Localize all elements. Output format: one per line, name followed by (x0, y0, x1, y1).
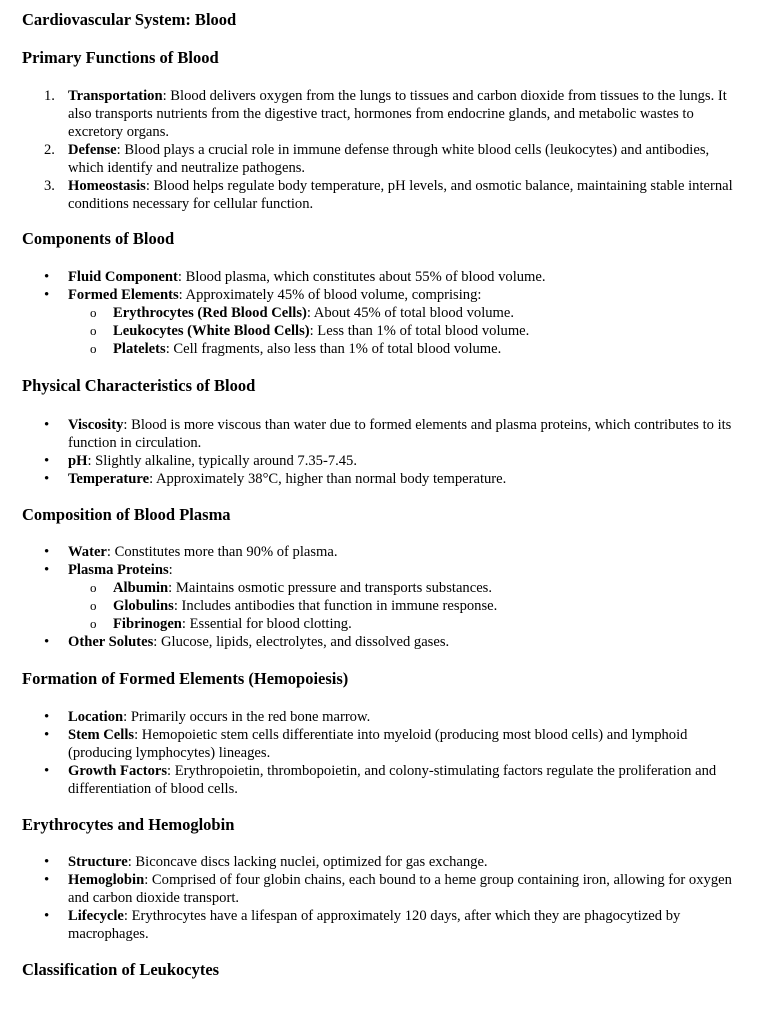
item-text: : Blood plays a crucial role in immune defense through white blood cells (leukocytes) and antibodies, which identify and neutralize pathogens. (68, 142, 710, 176)
list-item (22, 871, 746, 907)
item-term: Defense (68, 142, 117, 158)
circle-bullet-icon: o (90, 341, 97, 356)
item-text: : Blood delivers oxygen from the lungs to tissues and carbon dioxide from tissues to the lungs. It also transports nutrients from the digestive tract, hormones from endocrine glands, and metabolic wastes to excretory organs. (68, 88, 727, 140)
item-text: : (168, 562, 173, 578)
item-text: : Hemopoietic stem cells differentiate into myeloid (producing most blood cells) and lymphoid (producing lymphocytes) lineages. (68, 727, 688, 761)
list-item (22, 907, 746, 943)
plasma-list (22, 543, 746, 651)
item-term: pH (68, 453, 88, 469)
circle-bullet-icon: o (90, 323, 97, 338)
item-text: : Includes antibodies that function in immune response. (173, 598, 498, 614)
sub-list (68, 304, 746, 358)
item-term: Plasma Proteins (68, 562, 169, 578)
list-item (22, 470, 746, 488)
item-term: Homeostasis (68, 178, 146, 194)
item-term: Leukocytes (White Blood Cells) (113, 323, 310, 339)
item-term: Viscosity (68, 417, 124, 433)
circle-bullet-icon: o (90, 305, 97, 320)
bullet-icon: • (44, 727, 50, 743)
item-term: Erythrocytes (Red Blood Cells) (113, 305, 307, 321)
item-text: : Constitutes more than 90% of plasma. (106, 544, 338, 560)
physical-list (22, 416, 746, 488)
list-item (22, 726, 746, 762)
list-item (22, 177, 746, 213)
item-text: : About 45% of total blood volume. (306, 305, 515, 321)
sub-list-item (22, 579, 746, 597)
heading-leukocytes: Classification of Leukocytes (22, 960, 220, 979)
heading-hemopoiesis: Formation of Formed Elements (Hemopoiesis) (22, 669, 349, 688)
item-number: 1. (44, 88, 55, 104)
hemopoiesis-list (22, 708, 746, 798)
item-number: 3. (44, 178, 55, 194)
bullet-icon: • (44, 854, 50, 870)
bullet-icon: • (44, 562, 50, 578)
item-text: : Glucose, lipids, electrolytes, and dissolved gases. (153, 634, 450, 650)
item-text: : Cell fragments, also less than 1% of total blood volume. (165, 341, 502, 357)
item-number: 2. (44, 142, 55, 158)
circle-bullet-icon: o (90, 580, 97, 595)
bullet-icon: • (44, 709, 50, 725)
list-item (22, 762, 746, 798)
bullet-icon: • (44, 544, 50, 560)
item-text: : Less than 1% of total blood volume. (309, 323, 530, 339)
item-text: : Blood plasma, which constitutes about 55% of blood volume. (177, 269, 546, 285)
item-text: : Primarily occurs in the red bone marrow. (123, 709, 371, 725)
item-term: Location (68, 709, 124, 725)
circle-bullet-icon: o (90, 598, 97, 613)
item-text: : Approximately 38°C, higher than normal body temperature. (149, 471, 507, 487)
item-term: Transportation (68, 88, 163, 104)
sub-list-item (22, 322, 746, 340)
item-term: Albumin (113, 580, 169, 596)
item-text: : Erythropoietin, thrombopoietin, and colony-stimulating factors regulate the proliferation and differentiation of blood cells. (68, 763, 717, 797)
item-text: : Maintains osmotic pressure and transports substances. (168, 580, 492, 596)
components-list (22, 268, 746, 358)
item-text: : Essential for blood clotting. (181, 616, 352, 632)
sub-list-item (22, 615, 746, 633)
list-item (22, 452, 746, 470)
bullet-icon: • (44, 417, 50, 433)
list-item (22, 268, 746, 286)
sub-list-item (22, 597, 746, 615)
item-text: : Slightly alkaline, typically around 7.35-7.45. (87, 453, 358, 469)
functions-list (22, 87, 746, 213)
list-item (22, 286, 746, 358)
item-term: Temperature (68, 471, 150, 487)
list-item (22, 561, 746, 633)
item-term: Growth Factors (68, 763, 168, 779)
item-term: Structure (68, 854, 128, 870)
heading-components: Components of Blood (22, 229, 175, 248)
heading-functions: Primary Functions of Blood (22, 48, 219, 67)
heading-erythrocytes: Erythrocytes and Hemoglobin (22, 815, 235, 834)
bullet-icon: • (44, 453, 50, 469)
item-text: : Blood is more viscous than water due to formed elements and plasma proteins, which contributes to its function in circulation. (68, 417, 732, 451)
bullet-icon: • (44, 908, 50, 924)
heading-plasma: Composition of Blood Plasma (22, 505, 231, 524)
item-text: : Erythrocytes have a lifespan of approximately 120 days, after which they are phagocytized by macrophages. (68, 908, 681, 942)
item-term: Other Solutes (68, 634, 154, 650)
list-item (22, 543, 746, 561)
bullet-icon: • (44, 269, 50, 285)
item-term: Platelets (113, 341, 166, 357)
bullet-icon: • (44, 872, 50, 888)
item-term: Lifecycle (68, 908, 124, 924)
item-term: Globulins (113, 598, 174, 614)
item-term: Fibrinogen (113, 616, 182, 632)
list-item (22, 853, 746, 871)
item-term: Hemoglobin (68, 872, 145, 888)
circle-bullet-icon: o (90, 616, 97, 631)
sub-list (68, 579, 746, 633)
heading-physical: Physical Characteristics of Blood (22, 376, 256, 395)
bullet-icon: • (44, 471, 50, 487)
sub-list-item (22, 340, 746, 358)
list-item (22, 633, 746, 651)
erythrocytes-list (22, 853, 746, 943)
item-term: Stem Cells (68, 727, 135, 743)
item-term: Water (68, 544, 107, 560)
list-item (22, 141, 746, 177)
item-term: Fluid Component (68, 269, 178, 285)
page-title: Cardiovascular System: Blood (22, 10, 237, 29)
item-term: Formed Elements (68, 287, 179, 303)
list-item (22, 87, 746, 141)
bullet-icon: • (44, 634, 50, 650)
list-item (22, 708, 746, 726)
list-item (22, 416, 746, 452)
item-text: : Approximately 45% of blood volume, comprising: (178, 287, 482, 303)
item-text: : Biconcave discs lacking nuclei, optimized for gas exchange. (127, 854, 488, 870)
bullet-icon: • (44, 287, 50, 303)
item-text: : Comprised of four globin chains, each bound to a heme group containing iron, allowing for oxygen and carbon dioxide transport. (68, 872, 732, 906)
item-text: : Blood helps regulate body temperature, pH levels, and osmotic balance, maintaining stable internal conditions necessary for cellular function. (68, 178, 733, 212)
sub-list-item (22, 304, 746, 322)
bullet-icon: • (44, 763, 50, 779)
